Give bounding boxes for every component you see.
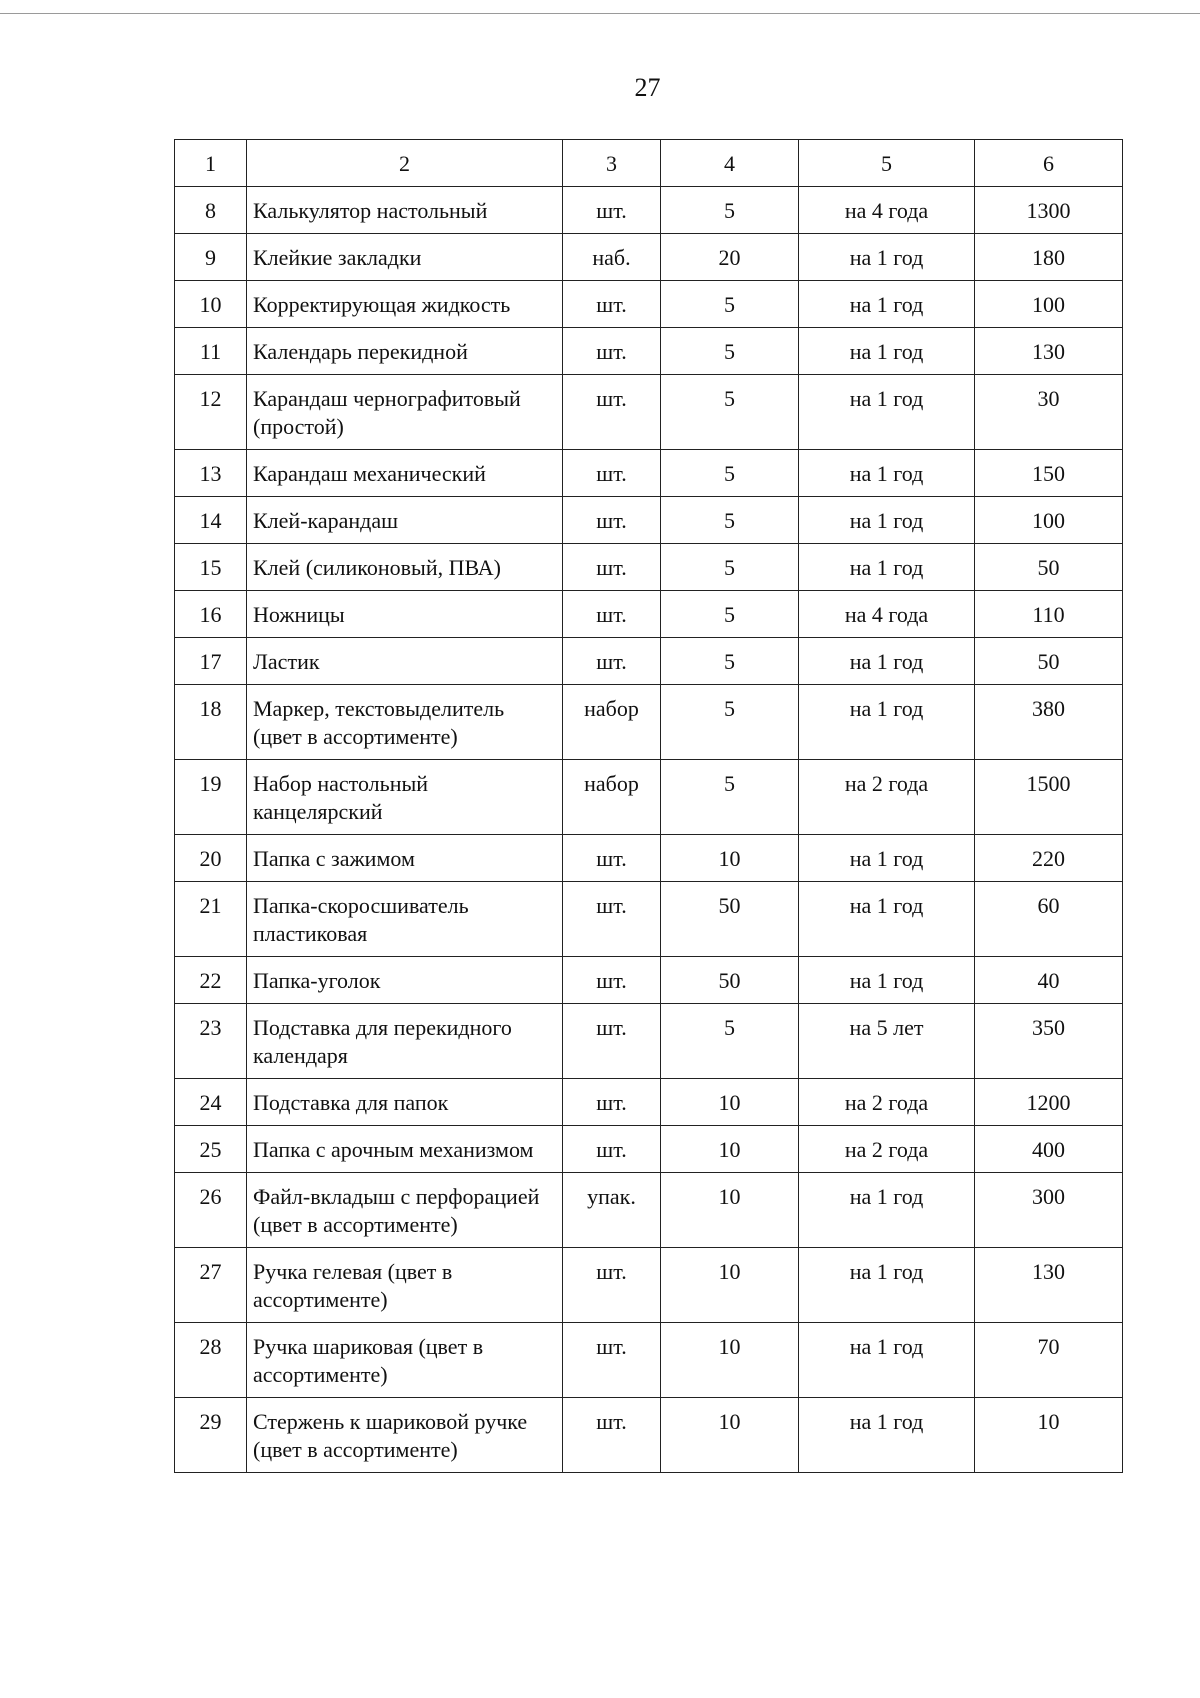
row-number-cell: 17: [175, 638, 247, 685]
header-cell: 1: [175, 140, 247, 187]
term-cell: на 1 год: [799, 281, 975, 328]
unit-cell: шт.: [563, 1004, 661, 1079]
term-cell: на 1 год: [799, 234, 975, 281]
term-cell: на 1 год: [799, 1248, 975, 1323]
table-row: [175, 835, 1123, 882]
price-cell: 1500: [975, 760, 1123, 835]
item-name-cell: Клейкие закладки: [247, 234, 563, 281]
quantity-cell: 10: [661, 835, 799, 882]
unit-cell: шт.: [563, 187, 661, 234]
price-cell: 100: [975, 281, 1123, 328]
row-number-cell: 16: [175, 591, 247, 638]
item-name-cell: Карандаш механический: [247, 450, 563, 497]
table-row: [175, 1126, 1123, 1173]
table-row: [175, 685, 1123, 760]
price-cell: 150: [975, 450, 1123, 497]
unit-cell: упак.: [563, 1173, 661, 1248]
unit-cell: шт.: [563, 544, 661, 591]
item-name-cell: Калькулятор настольный: [247, 187, 563, 234]
table-row: [175, 375, 1123, 450]
term-cell: на 1 год: [799, 375, 975, 450]
price-cell: 30: [975, 375, 1123, 450]
unit-cell: шт.: [563, 638, 661, 685]
unit-cell: шт.: [563, 1248, 661, 1323]
unit-cell: шт.: [563, 281, 661, 328]
price-cell: 60: [975, 882, 1123, 957]
item-name-cell: Ручка гелевая (цвет в ассортименте): [247, 1248, 563, 1323]
table-row: [175, 1004, 1123, 1079]
row-number-cell: 10: [175, 281, 247, 328]
table-row: [175, 957, 1123, 1004]
row-number-cell: 23: [175, 1004, 247, 1079]
quantity-cell: 10: [661, 1323, 799, 1398]
term-cell: на 1 год: [799, 1173, 975, 1248]
price-cell: 50: [975, 638, 1123, 685]
price-cell: 110: [975, 591, 1123, 638]
table-header-row: [175, 140, 1123, 187]
quantity-cell: 5: [661, 544, 799, 591]
unit-cell: шт.: [563, 882, 661, 957]
term-cell: на 1 год: [799, 835, 975, 882]
term-cell: на 1 год: [799, 882, 975, 957]
term-cell: на 1 год: [799, 450, 975, 497]
table-row: [175, 234, 1123, 281]
price-cell: 100: [975, 497, 1123, 544]
row-number-cell: 19: [175, 760, 247, 835]
price-cell: 1200: [975, 1079, 1123, 1126]
quantity-cell: 50: [661, 882, 799, 957]
table-row: [175, 882, 1123, 957]
price-cell: 300: [975, 1173, 1123, 1248]
item-name-cell: Календарь перекидной: [247, 328, 563, 375]
unit-cell: шт.: [563, 835, 661, 882]
term-cell: на 5 лет: [799, 1004, 975, 1079]
item-name-cell: Папка-скоросшиватель пластиковая: [247, 882, 563, 957]
table-row: [175, 497, 1123, 544]
unit-cell: набор: [563, 760, 661, 835]
row-number-cell: 21: [175, 882, 247, 957]
table-row: [175, 591, 1123, 638]
item-name-cell: Клей-карандаш: [247, 497, 563, 544]
table-row: [175, 638, 1123, 685]
row-number-cell: 28: [175, 1323, 247, 1398]
quantity-cell: 50: [661, 957, 799, 1004]
row-number-cell: 8: [175, 187, 247, 234]
row-number-cell: 13: [175, 450, 247, 497]
quantity-cell: 5: [661, 187, 799, 234]
quantity-cell: 5: [661, 1004, 799, 1079]
term-cell: на 4 года: [799, 187, 975, 234]
price-cell: 400: [975, 1126, 1123, 1173]
quantity-cell: 5: [661, 497, 799, 544]
quantity-cell: 5: [661, 591, 799, 638]
term-cell: на 1 год: [799, 638, 975, 685]
unit-cell: шт.: [563, 1398, 661, 1473]
unit-cell: шт.: [563, 375, 661, 450]
row-number-cell: 20: [175, 835, 247, 882]
unit-cell: шт.: [563, 957, 661, 1004]
quantity-cell: 5: [661, 638, 799, 685]
quantity-cell: 5: [661, 375, 799, 450]
term-cell: на 1 год: [799, 544, 975, 591]
price-cell: 350: [975, 1004, 1123, 1079]
unit-cell: шт.: [563, 328, 661, 375]
table-row: [175, 187, 1123, 234]
item-name-cell: Карандаш чернографитовый (простой): [247, 375, 563, 450]
term-cell: на 1 год: [799, 328, 975, 375]
table-row: [175, 1398, 1123, 1473]
row-number-cell: 14: [175, 497, 247, 544]
term-cell: на 1 год: [799, 685, 975, 760]
unit-cell: набор: [563, 685, 661, 760]
price-cell: 50: [975, 544, 1123, 591]
scan-edge-line: [0, 13, 1200, 14]
row-number-cell: 29: [175, 1398, 247, 1473]
header-cell: 4: [661, 140, 799, 187]
term-cell: на 2 года: [799, 1079, 975, 1126]
row-number-cell: 11: [175, 328, 247, 375]
price-cell: 40: [975, 957, 1123, 1004]
price-cell: 1300: [975, 187, 1123, 234]
row-number-cell: 22: [175, 957, 247, 1004]
table-row: [175, 1079, 1123, 1126]
quantity-cell: 5: [661, 281, 799, 328]
unit-cell: шт.: [563, 1126, 661, 1173]
price-cell: 70: [975, 1323, 1123, 1398]
item-name-cell: Набор настольный канцелярский: [247, 760, 563, 835]
quantity-cell: 5: [661, 450, 799, 497]
row-number-cell: 18: [175, 685, 247, 760]
item-name-cell: Ножницы: [247, 591, 563, 638]
quantity-cell: 10: [661, 1173, 799, 1248]
quantity-cell: 10: [661, 1248, 799, 1323]
header-cell: 2: [247, 140, 563, 187]
item-name-cell: Файл-вкладыш с перфорацией (цвет в ассортименте): [247, 1173, 563, 1248]
item-name-cell: Ручка шариковая (цвет в ассортименте): [247, 1323, 563, 1398]
header-cell: 3: [563, 140, 661, 187]
price-cell: 130: [975, 1248, 1123, 1323]
row-number-cell: 26: [175, 1173, 247, 1248]
supplies-table: [174, 139, 1123, 1473]
table-row: [175, 450, 1123, 497]
quantity-cell: 5: [661, 760, 799, 835]
page-number: 27: [634, 73, 661, 102]
quantity-cell: 5: [661, 685, 799, 760]
table-row: [175, 760, 1123, 835]
row-number-cell: 27: [175, 1248, 247, 1323]
item-name-cell: Папка с арочным механизмом: [247, 1126, 563, 1173]
term-cell: на 2 года: [799, 1126, 975, 1173]
table-row: [175, 281, 1123, 328]
term-cell: на 4 года: [799, 591, 975, 638]
price-cell: 220: [975, 835, 1123, 882]
unit-cell: шт.: [563, 497, 661, 544]
row-number-cell: 24: [175, 1079, 247, 1126]
quantity-cell: 20: [661, 234, 799, 281]
term-cell: на 1 год: [799, 1323, 975, 1398]
unit-cell: шт.: [563, 1323, 661, 1398]
table-row: [175, 1323, 1123, 1398]
quantity-cell: 10: [661, 1079, 799, 1126]
term-cell: на 1 год: [799, 1398, 975, 1473]
item-name-cell: Подставка для папок: [247, 1079, 563, 1126]
term-cell: на 1 год: [799, 497, 975, 544]
price-cell: 130: [975, 328, 1123, 375]
item-name-cell: Папка-уголок: [247, 957, 563, 1004]
header-cell: 5: [799, 140, 975, 187]
unit-cell: шт.: [563, 591, 661, 638]
row-number-cell: 9: [175, 234, 247, 281]
quantity-cell: 10: [661, 1398, 799, 1473]
price-cell: 380: [975, 685, 1123, 760]
row-number-cell: 15: [175, 544, 247, 591]
item-name-cell: Клей (силиконовый, ПВА): [247, 544, 563, 591]
unit-cell: наб.: [563, 234, 661, 281]
price-cell: 10: [975, 1398, 1123, 1473]
unit-cell: шт.: [563, 1079, 661, 1126]
table-row: [175, 544, 1123, 591]
unit-cell: шт.: [563, 450, 661, 497]
item-name-cell: Подставка для перекидного календаря: [247, 1004, 563, 1079]
item-name-cell: Маркер, текстовыделитель (цвет в ассортименте): [247, 685, 563, 760]
item-name-cell: Папка с зажимом: [247, 835, 563, 882]
quantity-cell: 10: [661, 1126, 799, 1173]
row-number-cell: 12: [175, 375, 247, 450]
item-name-cell: Ластик: [247, 638, 563, 685]
item-name-cell: Корректирующая жидкость: [247, 281, 563, 328]
item-name-cell: Стержень к шариковой ручке (цвет в ассортименте): [247, 1398, 563, 1473]
table-row: [175, 328, 1123, 375]
quantity-cell: 5: [661, 328, 799, 375]
price-cell: 180: [975, 234, 1123, 281]
header-cell: 6: [975, 140, 1123, 187]
row-number-cell: 25: [175, 1126, 247, 1173]
table-row: [175, 1173, 1123, 1248]
term-cell: на 1 год: [799, 957, 975, 1004]
table-row: [175, 1248, 1123, 1323]
term-cell: на 2 года: [799, 760, 975, 835]
